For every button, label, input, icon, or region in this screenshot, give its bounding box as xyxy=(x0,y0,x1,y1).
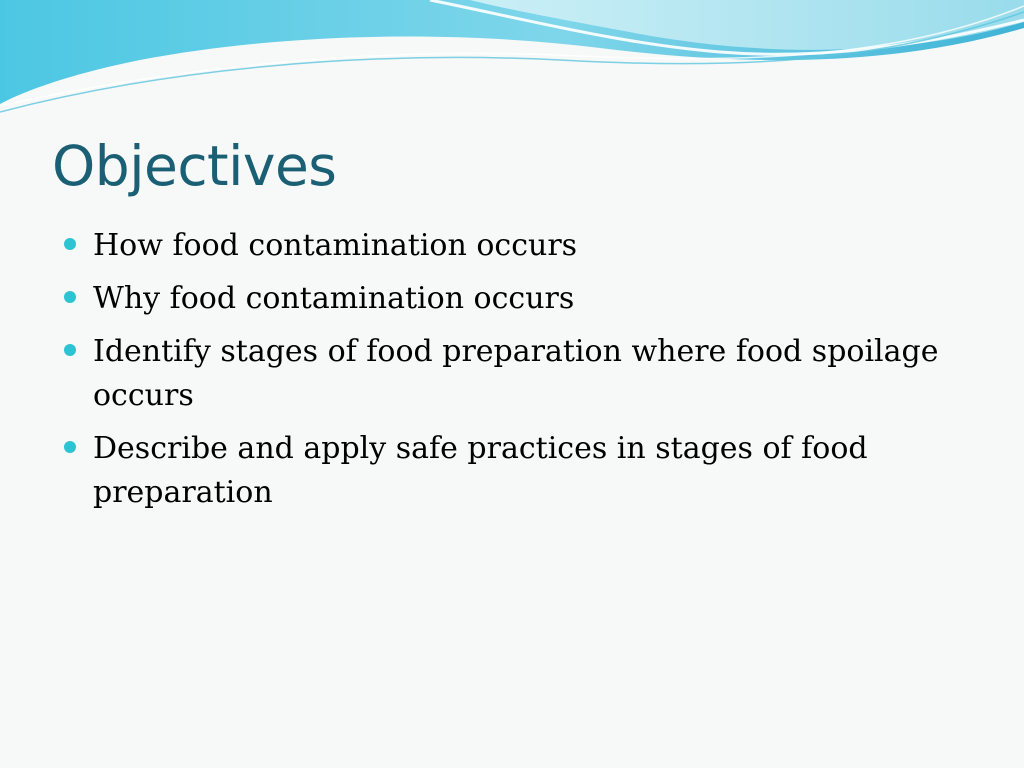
wave-header-decoration xyxy=(0,0,1024,120)
list-item xyxy=(64,330,944,418)
list-item-text: Describe and apply safe practices in stages of food preparation xyxy=(93,431,868,510)
list-item xyxy=(64,224,944,268)
objectives-list xyxy=(64,224,944,524)
bullet-dot-icon xyxy=(64,441,76,453)
slide-title: Objectives xyxy=(52,134,337,198)
list-item-text: Why food contamination occurs xyxy=(93,281,575,316)
bullet-dot-icon xyxy=(64,291,76,303)
list-item-text: Identify stages of food preparation where food spoilage occurs xyxy=(93,334,939,413)
bullet-dot-icon xyxy=(64,344,76,356)
list-item-text: How food contamination occurs xyxy=(93,228,578,263)
bullet-dot-icon xyxy=(64,238,76,250)
list-item xyxy=(64,277,944,321)
list-item xyxy=(64,427,944,515)
